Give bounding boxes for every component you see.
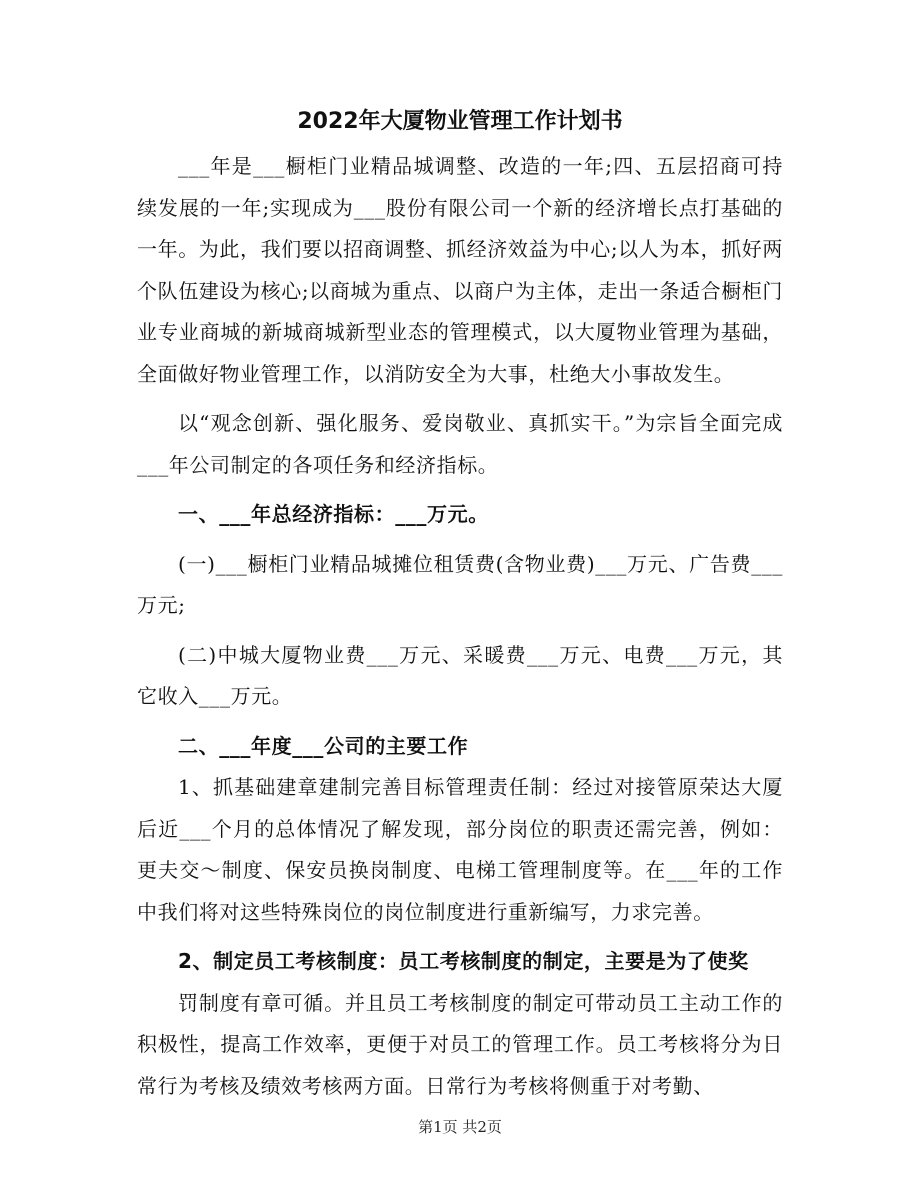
work-item-2-body: 罚制度有章可循。并且员工考核制度的制定可带动员工主动工作的积极性，提高工作效率，更便于对员工的管理工作。员工考核将分为日常行为考核及绩效考核两方面。日常行为考核将侧重于对考勤、 <box>137 990 783 1098</box>
work-item-1: 1、抓基础建章建制完善目标管理责任制：经过对接管原荣达大厦后近___个月的总体情况了解发现，部分岗位的职责还需完善，例如：更夫交～制度、保安员换岗制度、电梯工管理制度等。在___年的工作中我们将对这些特殊岗位的岗位制度进行重新编写，力求完善。 <box>137 775 783 924</box>
target-item-1: (一)___橱柜门业精品城摊位租赁费(含物业费)___万元、广告费___万元; <box>137 551 783 617</box>
section-heading-main-work: 二、___年度___公司的主要工作 <box>178 733 469 758</box>
target-item-2: (二)中城大厦物业费___万元、采暖费___万元、电费___万元，其它收入___万元。 <box>137 642 783 708</box>
section-heading-economic-targets: 一、___年总经济指标：___万元。 <box>178 502 489 526</box>
work-item-2-heading: 2、制定员工考核制度：员工考核制度的制定，主要是为了使奖 <box>178 949 749 973</box>
document-body <box>137 146 783 1107</box>
document-title: 2022年大厦物业管理工作计划书 <box>297 109 623 134</box>
intro-paragraph: ___年是___橱柜门业精品城调整、改造的一年;四、五层招商可持续发展的一年;实现成为___股份有限公司一个新的经济增长点打基础的一年。为此，我们要以招商调整、抓经济效益为中心;以人为本，抓好两个队伍建设为核心;以商城为重点、以商户为主体，走出一条适合橱柜门业专业商城的新城商城新型业态的管理模式，以大厦物业管理为基础，全面做好物业管理工作，以消防安全为大事，杜绝大小事故发生。 <box>137 154 783 386</box>
purpose-paragraph: 以“观念创新、强化服务、爱岗敬业、真抓实干。”为宗旨全面完成___年公司制定的各项任务和经济指标。 <box>137 411 783 477</box>
page-number: 第1页 共2页 <box>418 1118 502 1136</box>
